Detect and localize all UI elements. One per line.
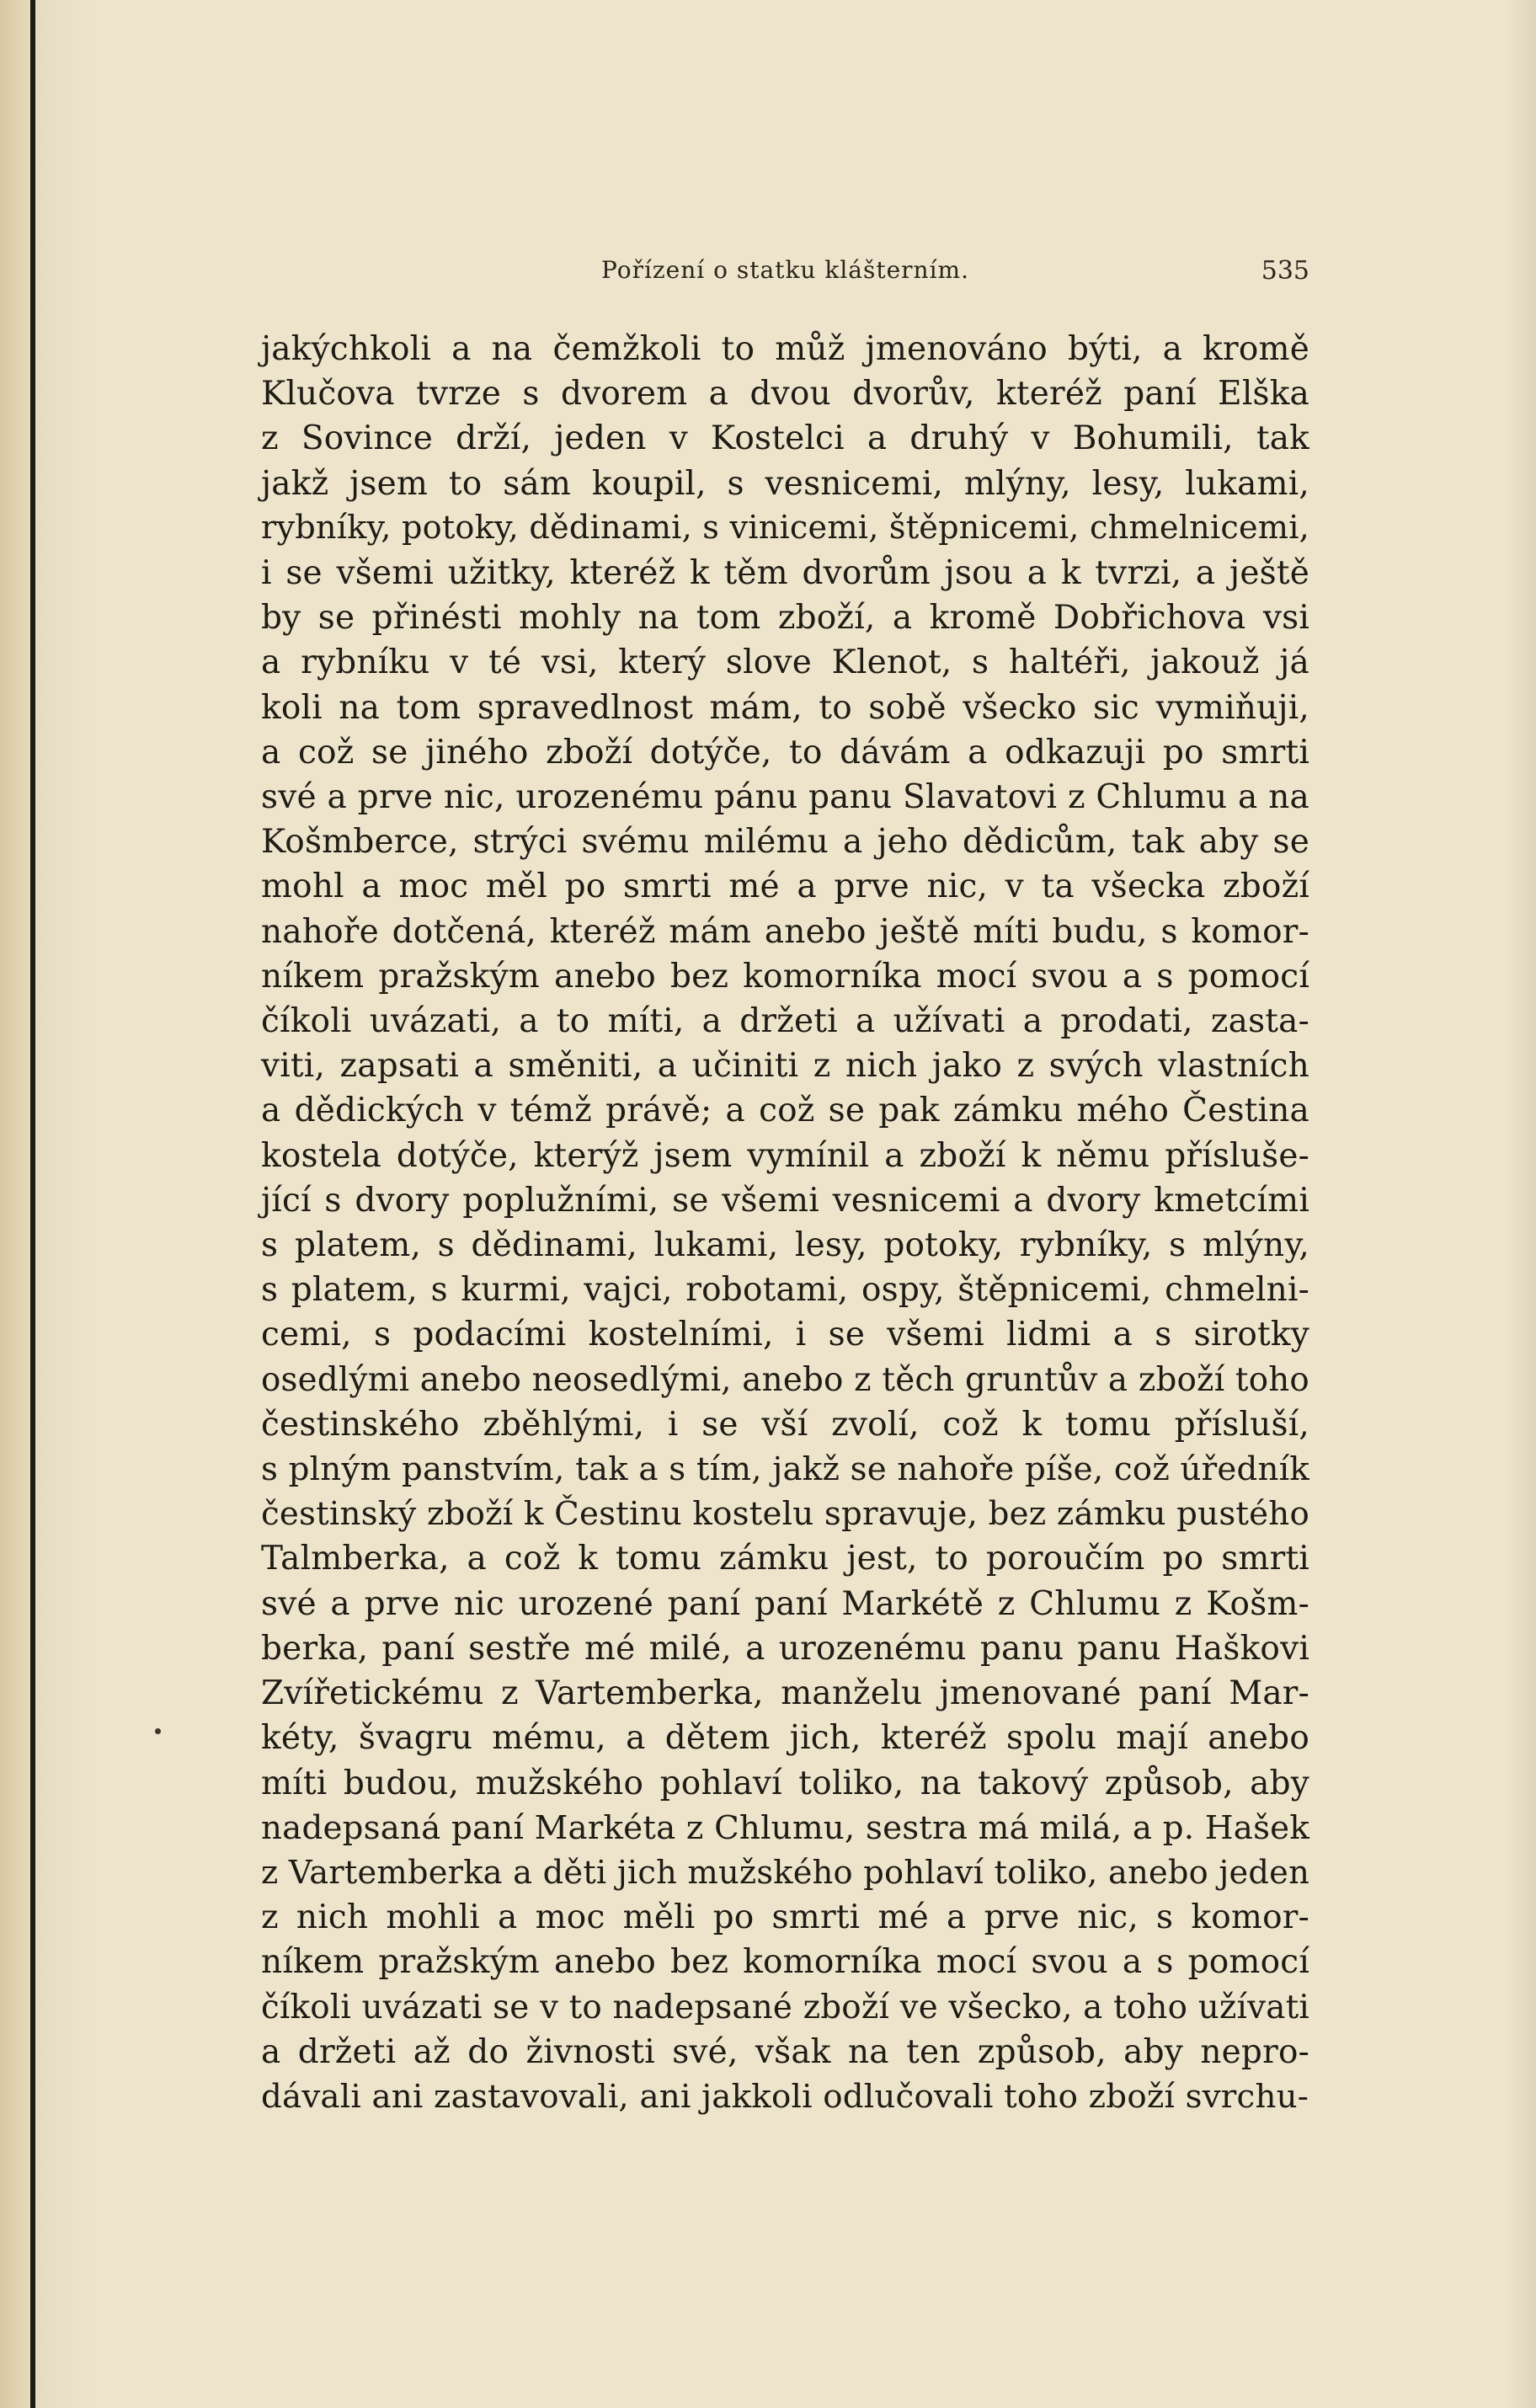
- page-number: 535: [1261, 256, 1309, 286]
- text-line: dávali ani zastavovali, ani jakkoli odlučovali toho zboží svrchu-: [261, 2077, 1309, 2116]
- text-line: a rybníku v té vsi, který slove Klenot, s haltéři, jakouž já: [261, 643, 1309, 682]
- text-line: by se přinésti mohly na tom zboží, a kromě Dobřichova vsi: [261, 599, 1309, 638]
- text-line: rybníky, potoky, dědinami, s vinicemi, štěpnicemi, chmelnicemi,: [261, 509, 1309, 547]
- text-line: čestinského zběhlými, i se vší zvolí, což k tomu přísluší,: [261, 1405, 1309, 1444]
- text-line: jakž jsem to sám koupil, s vesnicemi, mlýny, lesy, lukami,: [261, 464, 1309, 503]
- text-line: z nich mohli a moc měli po smrti mé a prve nic, s komor-: [261, 1898, 1309, 1937]
- text-line: koli na tom spravedlnost mám, to sobě všecko sic vymiňuji,: [261, 688, 1309, 727]
- text-line: nadepsaná paní Markéta z Chlumu, sestra má milá, a p. Hašek: [261, 1808, 1309, 1847]
- text-line: Klučova tvrze s dvorem a dvou dvorův, kteréž paní Elška: [261, 375, 1309, 414]
- body-text: [261, 327, 1309, 2119]
- text-line: a držeti až do živnosti své, však na ten způsob, aby nepro-: [261, 2032, 1309, 2071]
- text-line: s platem, s kurmi, vajci, robotami, ospy, štěpnicemi, chmelni-: [261, 1271, 1309, 1310]
- text-line: a což se jiného zboží dotýče, to dávám a odkazuji po smrti: [261, 733, 1309, 772]
- text-line: kostela dotýče, kterýž jsem vymínil a zboží k němu přísluše-: [261, 1136, 1309, 1175]
- text-line: níkem pražským anebo bez komorníka mocí svou a s pomocí: [261, 1943, 1309, 1982]
- text-line: níkem pražským anebo bez komorníka mocí svou a s pomocí: [261, 957, 1309, 996]
- text-line: viti, zapsati a směniti, a učiniti z nich jako z svých vlastních: [261, 1047, 1309, 1086]
- text-line: a dědických v témž právě; a což se pak zámku mého Čestina: [261, 1092, 1309, 1130]
- text-line: Zvířetickému z Vartemberka, manželu jmenované paní Mar-: [261, 1674, 1309, 1713]
- text-line: číkoli uvázati, a to míti, a držeti a užívati a prodati, zasta-: [261, 1002, 1309, 1041]
- text-line: kéty, švagru mému, a dětem jich, kteréž spolu mají anebo: [261, 1719, 1309, 1758]
- text-line: čestinský zboží k Čestinu kostelu spravuje, bez zámku pustého: [261, 1495, 1309, 1534]
- text-line: nahoře dotčená, kteréž mám anebo ještě míti budu, s komor-: [261, 912, 1309, 951]
- page-binding-edge: [30, 0, 35, 2408]
- text-line: z Vartemberka a děti jich mužského pohlaví toliko, anebo jeden: [261, 1853, 1309, 1892]
- text-line: své a prve nic urozené paní paní Markétě z Chlumu z Košm-: [261, 1584, 1309, 1623]
- text-line: jící s dvory poplužními, se všemi vesnicemi a dvory kmetcími: [261, 1181, 1309, 1220]
- text-line: cemi, s podacími kostelními, i se všemi lidmi a s sirotky: [261, 1316, 1309, 1354]
- text-line: mohl a moc měl po smrti mé a prve nic, v ta všecka zboží: [261, 868, 1309, 906]
- text-line: osedlými anebo neosedlými, anebo z těch gruntův a zboží toho: [261, 1360, 1309, 1399]
- text-line: míti budou, mužského pohlaví toliko, na takový způsob, aby: [261, 1764, 1309, 1802]
- ink-speck: [155, 1728, 161, 1734]
- text-line: s plným panstvím, tak a s tím, jakž se nahoře píše, což úředník: [261, 1450, 1309, 1489]
- running-title: Pořízení o statku klášterním.: [601, 256, 969, 284]
- text-line: své a prve nic, urozenému pánu panu Slavatovi z Chlumu a na: [261, 778, 1309, 817]
- text-line: jakýchkoli a na čemžkoli to můž jmenováno býti, a kromě: [261, 330, 1309, 368]
- text-line: Košmberce, strýci svému milému a jeho dědicům, tak aby se: [261, 823, 1309, 862]
- text-line: berka, paní sestře mé milé, a urozenému panu panu Haškovi: [261, 1629, 1309, 1668]
- text-line: Talmberka, a což k tomu zámku jest, to poroučím po smrti: [261, 1540, 1309, 1578]
- text-line: i se všemi užitky, kteréž k těm dvorům jsou a k tvrzi, a ještě: [261, 554, 1309, 593]
- page-binding-shadow: [0, 0, 52, 2408]
- text-line: číkoli uvázati se v to nadepsané zboží ve všecko, a toho užívati: [261, 1988, 1309, 2026]
- text-line: s platem, s dědinami, lukami, lesy, potoky, rybníky, s mlýny,: [261, 1226, 1309, 1265]
- page-header: [261, 256, 1309, 298]
- text-line: z Sovince drží, jeden v Kostelci a druhý v Bohumili, tak: [261, 419, 1309, 458]
